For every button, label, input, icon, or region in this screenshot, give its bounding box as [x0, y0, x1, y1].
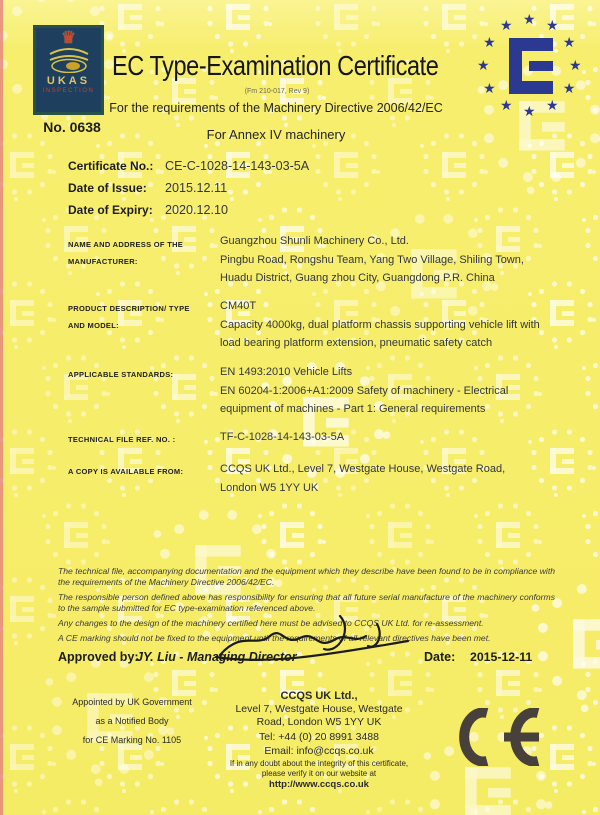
certificate-number-label: Certificate No.:: [68, 159, 154, 173]
product-label-line2: AND MODEL:: [68, 321, 119, 330]
eu-star-icon: ★: [569, 57, 582, 73]
issuer-email: Email: info@ccqs.co.uk: [264, 745, 374, 757]
approved-by-label: Approved by:: [58, 650, 139, 664]
eu-star-icon: ★: [523, 103, 536, 119]
ukas-inspection-label: INSPECTION: [42, 88, 95, 94]
approval-date-value: 2015-12-11: [470, 650, 533, 664]
issuer-website-url: http://www.ccqs.co.uk: [269, 779, 369, 790]
scan-edge-artifact: [0, 0, 3, 815]
ukas-inspection-logo: [33, 25, 104, 115]
expiry-date-label: Date of Expiry:: [68, 203, 153, 217]
annex-subtitle: For Annex IV machinery: [206, 127, 346, 142]
issue-date-row: [68, 181, 228, 195]
copy-available-label-line1: A COPY IS AVAILABLE FROM:: [68, 467, 184, 476]
notified-body-statement: [56, 697, 208, 754]
eye-icon: [43, 47, 95, 73]
eu-star-icon: ★: [546, 96, 559, 113]
certificate-number-row: [68, 159, 310, 173]
legal-ce-marking-statement: A CE marking should not be fixed to the equipment until the requirements of all relevant directives have been met.: [58, 632, 491, 643]
verify-note: [218, 759, 420, 778]
standard-line2: EN 60204-1:2006+A1:2009 Safety of machinery - Electrical: [220, 384, 509, 397]
notified-body-number: No. 0638: [43, 119, 101, 135]
issuer-address: [218, 703, 420, 728]
product-description-line1: Capacity 4000kg, dual platform chassis supporting vehicle lift with: [220, 318, 540, 331]
eu-stars-logo: [475, 7, 585, 117]
approver-name: JY. Liu - Managing Director: [136, 650, 297, 664]
technical-file-label-line1: TECHNICAL FILE REF. NO. :: [68, 435, 176, 444]
signature-icon: [212, 610, 412, 665]
legal-compliance-statement: The technical file, accompanying documentation and the equipment which they describe have been found to be in compliance with the requirements of the Machinery Directive 2006/42/EC.: [58, 566, 555, 588]
verify-note-line1: If in any doubt about the integrity of this certificate,: [229, 759, 409, 768]
issuer-telephone: Tel: +44 (0) 20 8991 3488: [259, 731, 379, 743]
crown-icon: ♛: [60, 28, 77, 47]
standards-label: [68, 366, 218, 383]
product-model: CM40T: [220, 300, 257, 312]
expiry-date-row: [68, 203, 229, 217]
issuer-address-line2: Road, London W5 1YY UK: [256, 715, 382, 728]
manufacturer-address-line1: Pingbu Road, Rongshu Team, Yang Two Village, Shiling Town,: [220, 253, 524, 266]
eu-star-icon: ★: [500, 17, 513, 34]
manufacturer-address-line2: Huadu District, Guang zhou City, Guangdong P.R. China: [220, 272, 495, 284]
notified-body-line2: as a Notified Body: [95, 716, 169, 726]
expiry-date-value: 2020.12.10: [165, 203, 229, 217]
product-label-line1: PRODUCT DESCRIPTION/ TYPE: [68, 304, 190, 313]
certificate-title: EC Type-Examination Certificate: [112, 50, 439, 81]
notified-body-line3: for CE Marking No. 1105: [82, 735, 182, 745]
product-description-line2: load bearing platform extension, pneumatic safety catch: [220, 337, 493, 349]
eu-star-icon: ★: [477, 57, 490, 73]
technical-file-number: TF-C-1028-14-143-03-5A: [220, 431, 345, 443]
copy-available-label: [68, 463, 218, 480]
eu-star-icon: ★: [523, 11, 536, 27]
manufacturer-label: [68, 236, 218, 270]
issuer-contact-block: [218, 690, 420, 790]
notified-body-line1: Appointed by UK Government: [72, 697, 192, 707]
standards-label-line1: APPLICABLE STANDARDS:: [68, 370, 174, 379]
issue-date-value: 2015.12.11: [165, 181, 228, 195]
legal-responsibility-statement: The responsible person defined above has responsibility for ensuring that all future serial manufacture of the machinery conforms to the sample submitted for EC type-examination referenced above.: [58, 591, 555, 614]
copy-available-value: [220, 460, 572, 497]
issuer-company-name: CCQS UK Ltd.,: [280, 690, 358, 702]
manufacturer-label-line1: NAME AND ADDRESS OF THE: [68, 240, 184, 249]
technical-file-label: [68, 431, 218, 448]
certificate-number-value: CE-C-1028-14-143-03-5A: [165, 159, 310, 173]
copy-available-line2: London W5 1YY UK: [220, 481, 319, 494]
ccqs-letter-icon: [509, 38, 553, 94]
product-label: [68, 300, 218, 334]
standard-line3: equipment of machines - Part 1: General requirements: [220, 403, 486, 415]
ukas-label: UKAS: [46, 75, 91, 87]
issue-date-label: Date of Issue:: [68, 181, 147, 195]
technical-file-value: [220, 428, 572, 447]
eu-star-icon: ★: [483, 80, 496, 96]
form-reference: (Fm 210-017, Rev 9): [244, 88, 310, 95]
verify-note-line2: please verify it on our website at: [261, 768, 377, 778]
issuer-address-line1: Level 7, Westgate House, Westgate: [235, 703, 403, 715]
eu-star-icon: ★: [546, 17, 559, 34]
manufacturer-value: [220, 232, 572, 288]
legal-changes-statement: Any changes to the design of the machinery certified here must be advised to CCQS UK Ltd. for re-assessment.: [58, 617, 484, 628]
eu-star-icon: ★: [562, 80, 576, 96]
directive-subtitle: For the requirements of the Machinery Directive 2006/42/EC: [109, 101, 443, 115]
standards-value: [220, 363, 572, 419]
eu-star-icon: ★: [500, 96, 513, 113]
eu-star-icon: ★: [483, 34, 496, 50]
manufacturer-name: Guangzhou Shunli Machinery Co., Ltd.: [220, 235, 409, 247]
standard-line1: EN 1493:2010 Vehicle Lifts: [220, 366, 353, 378]
eu-star-icon: ★: [562, 34, 576, 50]
ce-mark-icon: [450, 708, 542, 766]
product-value: [220, 297, 572, 353]
manufacturer-label-line2: MANUFACTURER:: [68, 257, 138, 266]
approval-date-label: Date:: [424, 650, 456, 664]
copy-available-line1: CCQS UK Ltd., Level 7, Westgate House, Westgate Road,: [220, 463, 506, 475]
